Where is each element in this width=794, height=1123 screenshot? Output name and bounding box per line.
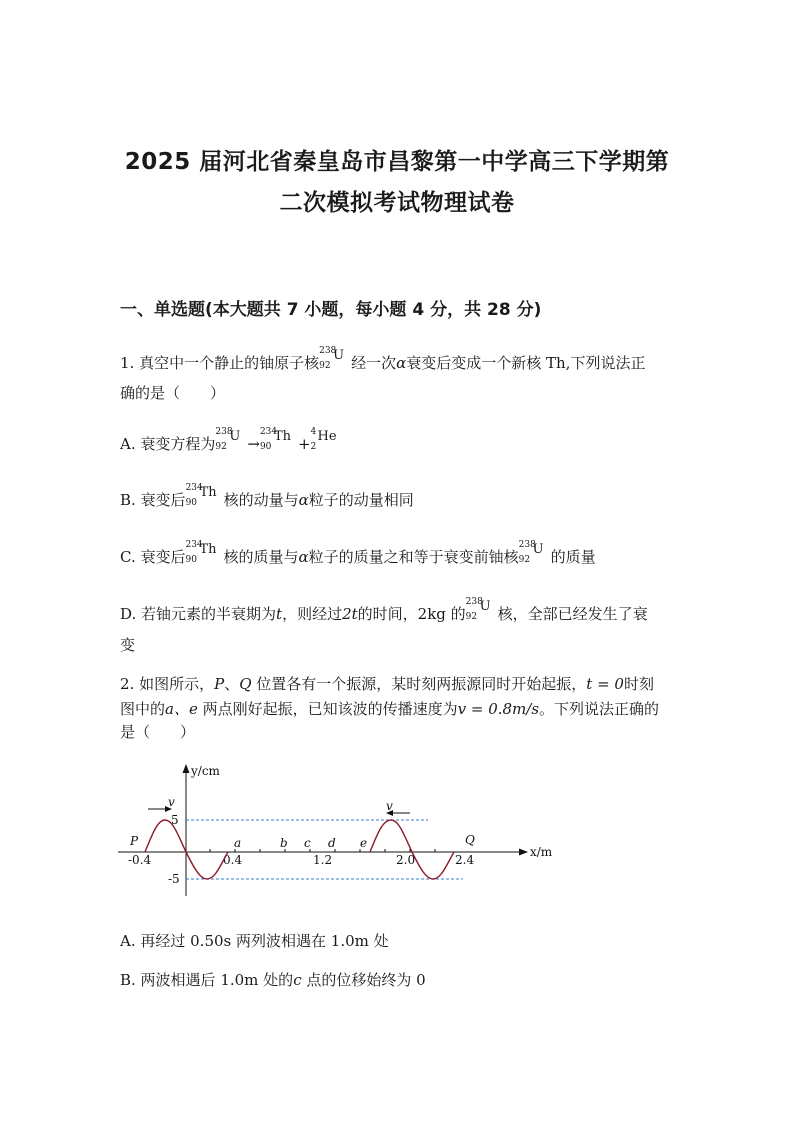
q1-stem-line2: 确的是（ ） bbox=[120, 384, 226, 402]
point-e-label: e bbox=[360, 836, 368, 850]
right-wave bbox=[370, 820, 454, 879]
q1-option-d: D. 若铀元素的半衰期为t，则经过2t的时间，2kg 的 238 92 U 核，全部已经发生了衰 bbox=[120, 597, 648, 623]
y-tick-5: 5 bbox=[171, 813, 179, 827]
point-Q-label: Q bbox=[465, 833, 475, 847]
left-velocity-label: v bbox=[168, 795, 175, 809]
point-d-label: d bbox=[328, 836, 336, 850]
point-a-label: a bbox=[234, 836, 242, 850]
point-b-label: b bbox=[280, 836, 288, 850]
q1-option-b: B. 衰变后 234 90 Th 核的动量与α粒子的动量相同 bbox=[120, 483, 414, 509]
x-tick-12: 1.2 bbox=[313, 853, 333, 867]
right-velocity-label: v bbox=[386, 799, 393, 813]
q2-stem-line2: 图中的a、e 两点刚好起振，已知该波的传播速度为v = 0.8m/s。下列说法正确的 bbox=[120, 700, 660, 718]
x-tick-04: 0.4 bbox=[223, 853, 243, 867]
point-P-label: P bbox=[130, 834, 139, 848]
q2-stem-line3: 是（ ） bbox=[120, 723, 196, 741]
doc-title-line1: 2025 届河北省秦皇岛市昌黎第一中学高三下学期第 bbox=[124, 149, 670, 175]
doc-title-line2: 二次模拟考试物理试卷 bbox=[279, 190, 515, 216]
wave-figure bbox=[118, 760, 553, 900]
q2-option-b: B. 两波相遇后 1.0m 处的c 点的位移始终为 0 bbox=[120, 971, 426, 989]
u238-isotope: 238 92 U bbox=[319, 346, 345, 371]
x-tick-20: 2.0 bbox=[396, 853, 416, 867]
x-tick-neg04: -0.4 bbox=[128, 853, 152, 867]
x-axis-label: x/m bbox=[530, 845, 553, 859]
x-axis-arrow-icon bbox=[519, 849, 528, 856]
q2-stem-line1: 2. 如图所示，P、Q 位置各有一个振源，某时刻两振源同时开始起振，t = 0时刻 bbox=[120, 675, 654, 693]
y-axis-arrow-icon bbox=[183, 764, 190, 773]
y-axis-label: y/cm bbox=[191, 764, 220, 778]
y-tick-minus5: -5 bbox=[168, 872, 180, 886]
section-heading: 一、单选题(本大题共 7 小题，每小题 4 分，共 28 分) bbox=[120, 300, 542, 320]
point-c-label: c bbox=[304, 836, 311, 850]
q1-stem: 1. 真空中一个静止的铀原子核 238 92 U 经一次α衰变后变成一个新核 Th,下列说法正 bbox=[120, 346, 646, 372]
x-tick-24: 2.4 bbox=[455, 853, 475, 867]
q2-option-a: A. 再经过 0.50s 两列波相遇在 1.0m 处 bbox=[120, 932, 389, 950]
q1-option-a: A. 衰变方程为 238 92 U → 234 90 Th + 4 2 He bbox=[120, 427, 337, 453]
q1-option-d-line2: 变 bbox=[120, 636, 136, 654]
q1-option-c: C. 衰变后 234 90 Th 核的质量与α粒子的质量之和等于衰变前铀核 238 92 U 的质量 bbox=[120, 540, 596, 566]
